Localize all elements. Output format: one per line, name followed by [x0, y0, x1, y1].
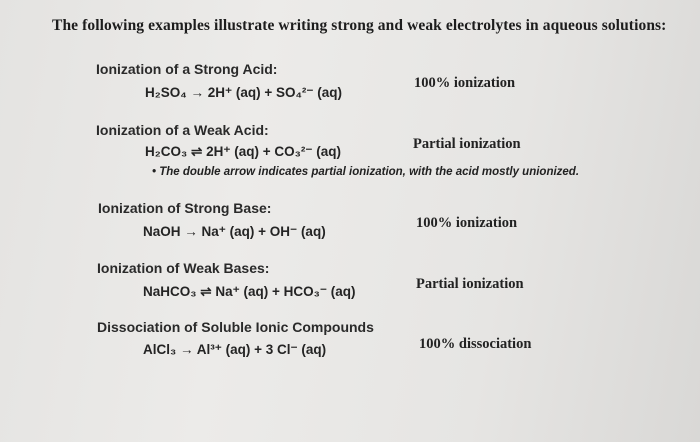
status-ionic-compounds: 100% dissociation — [419, 336, 532, 352]
equation-products: Na⁺ (aq) + HCO₃⁻ (aq) — [215, 284, 356, 299]
equation-products: 2H⁺ (aq) + CO₃²⁻ (aq) — [206, 144, 341, 159]
equation-reactant: NaOH — [143, 224, 181, 239]
forward-arrow-icon: → — [180, 342, 194, 357]
equation-products: Na⁺ (aq) + OH⁻ (aq) — [201, 224, 326, 239]
equation-weak-acid — [145, 144, 341, 160]
note-double-arrow — [152, 166, 579, 178]
section-title-weak-acid: Ionization of a Weak Acid: — [96, 122, 269, 138]
equation-weak-bases — [143, 284, 355, 300]
equation-products: Al³⁺ (aq) + 3 Cl⁻ (aq) — [196, 342, 327, 357]
forward-arrow-icon: → — [184, 224, 198, 239]
status-strong-base: 100% ionization — [416, 215, 518, 231]
equation-reactant: H₂SO₄ — [145, 85, 187, 100]
equation-reactant: H₂CO₃ — [145, 144, 188, 159]
equilibrium-arrow-icon: ⇌ — [200, 284, 212, 299]
section-title-ionic-compounds: Dissociation of Soluble Ionic Compounds — [97, 319, 374, 335]
section-title-strong-acid: Ionization of a Strong Acid: — [96, 61, 278, 77]
note-text: The double arrow indicates partial ionization, with the acid mostly unionized. — [159, 166, 580, 178]
equation-strong-acid — [145, 85, 342, 101]
equation-strong-base — [143, 224, 326, 240]
equation-products: 2H⁺ (aq) + SO₄²⁻ (aq) — [207, 85, 343, 100]
equilibrium-arrow-icon: ⇌ — [191, 144, 203, 159]
equation-ionic-compounds — [143, 342, 326, 358]
status-weak-acid: Partial ionization — [413, 136, 521, 152]
status-weak-bases: Partial ionization — [416, 276, 524, 292]
section-title-strong-base: Ionization of Strong Base: — [98, 200, 272, 216]
status-strong-acid: 100% ionization — [414, 75, 516, 91]
bullet-icon: • — [152, 166, 157, 178]
section-title-weak-bases: Ionization of Weak Bases: — [97, 260, 270, 276]
forward-arrow-icon: → — [190, 85, 204, 100]
equation-reactant: AlCl₃ — [143, 342, 177, 357]
equation-reactant: NaHCO₃ — [143, 284, 197, 299]
page-heading: The following examples illustrate writing strong and weak electrolytes in aqueous solutions: — [52, 17, 667, 34]
